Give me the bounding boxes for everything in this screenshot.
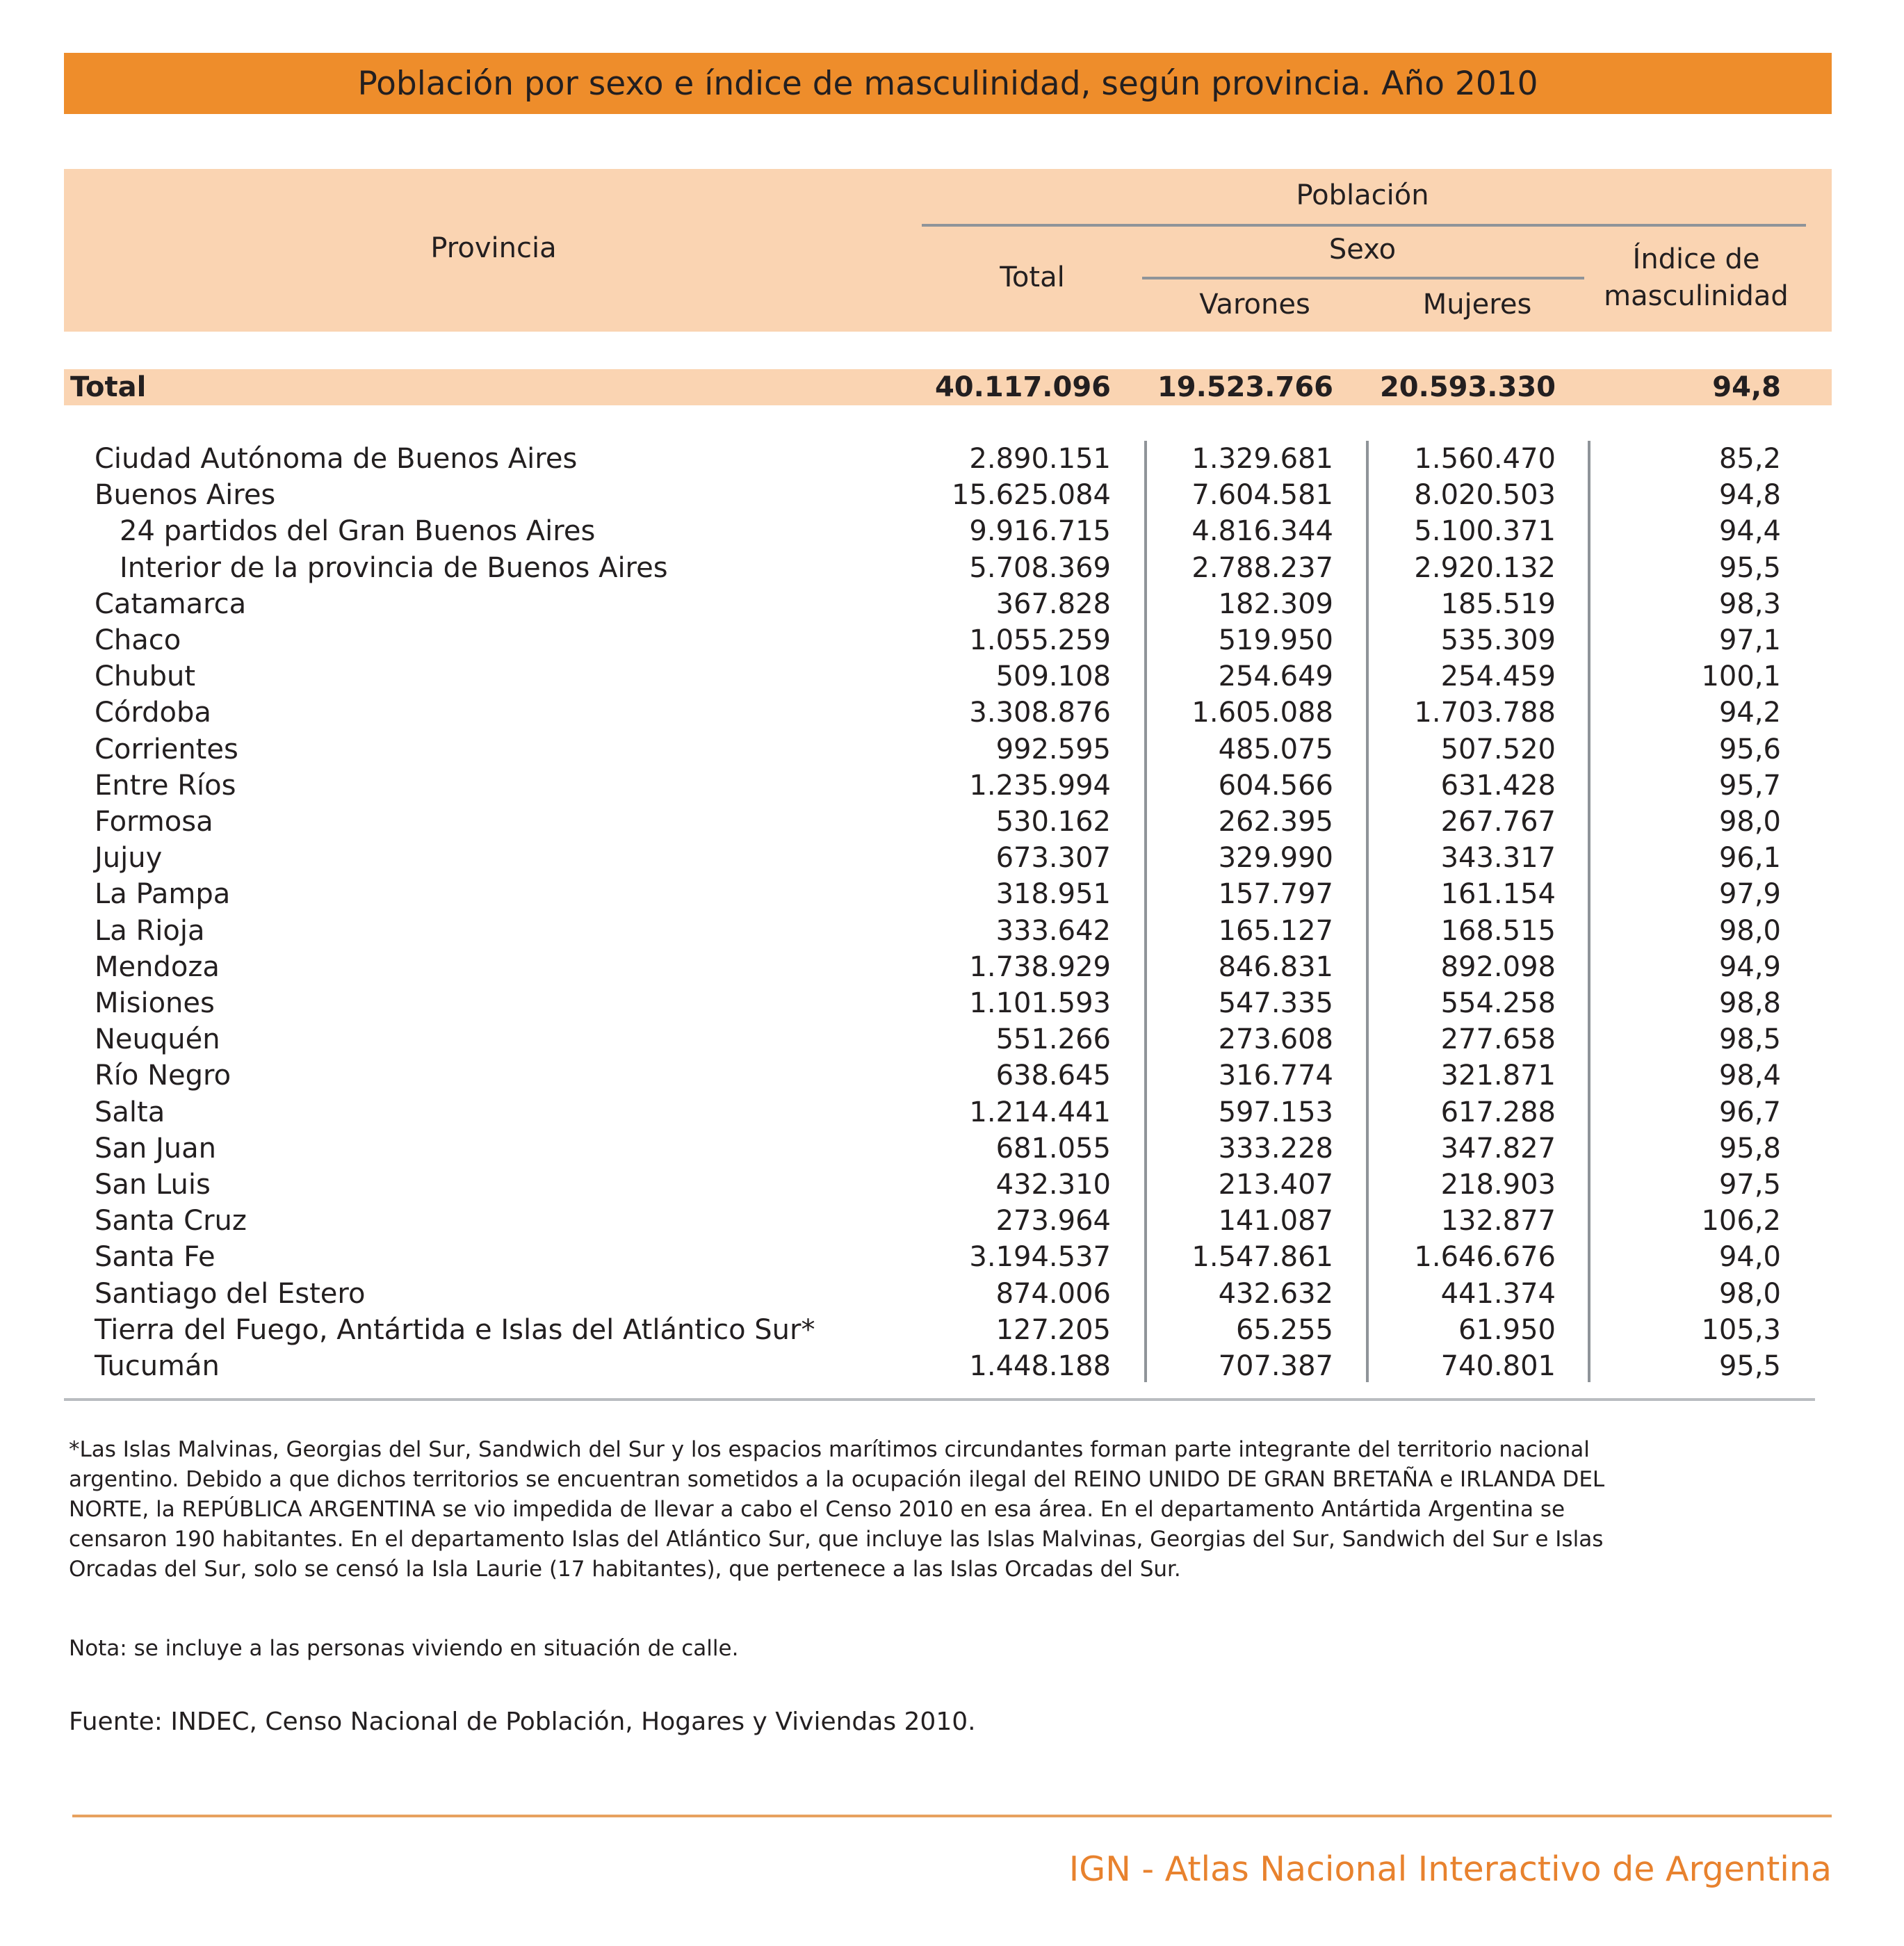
row-mujeres: 61.950: [1458, 1313, 1556, 1346]
table-title: Población por sexo e índice de masculinidad, según provincia. Año 2010: [357, 64, 1538, 103]
footnote-line: NORTE, la REPÚBLICA ARGENTINA se vio impedida de llevar a cabo el Censo 2010 en esa área. En el departamento Antártida Argentina se: [69, 1497, 1565, 1522]
row-mujeres: 168.515: [1440, 914, 1556, 947]
total-row-total: 40.117.096: [934, 371, 1111, 403]
row-total: 1.101.593: [969, 987, 1111, 1019]
row-mujeres: 254.459: [1440, 660, 1556, 693]
row-varones: 4.816.344: [1191, 515, 1333, 548]
row-province: Interior de la provincia de Buenos Aires: [120, 551, 668, 584]
row-varones: 485.075: [1218, 733, 1333, 765]
header-varones: Varones: [1199, 289, 1310, 321]
row-total: 1.738.929: [969, 950, 1111, 983]
row-mujeres: 507.520: [1440, 733, 1556, 765]
row-total: 551.266: [995, 1023, 1111, 1056]
row-province: La Rioja: [95, 914, 205, 947]
row-mujeres: 321.871: [1440, 1060, 1556, 1092]
row-varones: 432.632: [1218, 1277, 1333, 1310]
row-indice: 85,2: [1718, 443, 1781, 475]
row-indice: 97,9: [1718, 878, 1781, 911]
row-mujeres: 554.258: [1440, 987, 1556, 1019]
row-province: Salta: [95, 1096, 165, 1128]
header-mujeres: Mujeres: [1422, 289, 1532, 321]
footnote-line: argentino. Debido a que dichos territorios se encuentran sometidos a la ocupación ilegal del REINO UNIDO DE GRAN BRETAÑA e IRLANDA DEL: [69, 1467, 1605, 1492]
row-province: Jujuy: [95, 842, 163, 875]
column-divider-mujeres: [1588, 441, 1590, 1382]
row-total: 367.828: [995, 587, 1111, 620]
row-mujeres: 277.658: [1440, 1023, 1556, 1056]
column-divider-total: [1144, 441, 1147, 1382]
row-province: La Pampa: [95, 878, 231, 911]
row-total: 432.310: [995, 1169, 1111, 1201]
total-row-indice: 94,8: [1712, 371, 1781, 403]
row-total: 992.595: [995, 733, 1111, 765]
row-province: Mendoza: [95, 950, 220, 983]
row-mujeres: 617.288: [1440, 1096, 1556, 1128]
row-total: 127.205: [995, 1313, 1111, 1346]
header-rule-poblacion: [922, 224, 1806, 227]
row-varones: 333.228: [1218, 1132, 1333, 1165]
footnote-line: Orcadas del Sur, solo se censó la Isla Laurie (17 habitantes), que pertenece a las Islas Orcadas del Sur.: [69, 1557, 1181, 1582]
row-total: 318.951: [995, 878, 1111, 911]
header-indice-line2: masculinidad: [1604, 280, 1789, 312]
row-indice: 94,4: [1718, 515, 1781, 548]
row-province: Chubut: [95, 660, 196, 693]
row-varones: 273.608: [1218, 1023, 1333, 1056]
row-varones: 182.309: [1218, 587, 1333, 620]
row-total: 1.214.441: [969, 1096, 1111, 1128]
row-mujeres: 2.920.132: [1414, 551, 1556, 584]
row-total: 1.235.994: [969, 769, 1111, 802]
row-province: Corrientes: [95, 733, 238, 765]
header-sexo: Sexo: [1328, 234, 1397, 266]
nota: Nota: se incluye a las personas viviendo en situación de calle.: [69, 1636, 739, 1661]
row-varones: 597.153: [1218, 1096, 1333, 1128]
row-total: 638.645: [995, 1060, 1111, 1092]
row-varones: 165.127: [1218, 914, 1333, 947]
row-indice: 95,5: [1718, 1350, 1781, 1382]
header-rule-sexo: [1142, 277, 1584, 279]
row-province: Catamarca: [95, 587, 247, 620]
row-province: 24 partidos del Gran Buenos Aires: [120, 515, 596, 548]
row-mujeres: 535.309: [1440, 624, 1556, 656]
row-province: Misiones: [95, 987, 215, 1019]
row-indice: 97,1: [1718, 624, 1781, 656]
fuente: Fuente: INDEC, Censo Nacional de Población, Hogares y Viviendas 2010.: [69, 1708, 976, 1736]
row-province: Santa Cruz: [95, 1205, 247, 1238]
row-indice: 98,3: [1718, 587, 1781, 620]
total-row-mujeres: 20.593.330: [1379, 371, 1556, 403]
header-poblacion: Población: [1296, 179, 1429, 211]
row-total: 1.448.188: [969, 1350, 1111, 1382]
row-mujeres: 1.646.676: [1414, 1241, 1556, 1274]
row-province: Córdoba: [95, 697, 211, 729]
row-indice: 96,1: [1718, 842, 1781, 875]
row-province: San Luis: [95, 1169, 211, 1201]
row-varones: 141.087: [1218, 1205, 1333, 1238]
row-varones: 65.255: [1236, 1313, 1333, 1346]
row-indice: 94,2: [1718, 697, 1781, 729]
footnote: [69, 1435, 1807, 1584]
row-total: 333.642: [995, 914, 1111, 947]
row-province: Ciudad Autónoma de Buenos Aires: [95, 443, 578, 475]
header-provincia: Provincia: [430, 232, 557, 264]
row-mujeres: 347.827: [1440, 1132, 1556, 1165]
row-province: Formosa: [95, 806, 213, 838]
row-varones: 1.547.861: [1191, 1241, 1333, 1274]
row-province: Entre Ríos: [95, 769, 236, 802]
row-province: Tierra del Fuego, Antártida e Islas del Atlántico Sur*: [95, 1313, 815, 1346]
row-mujeres: 218.903: [1440, 1169, 1556, 1201]
row-province: San Juan: [95, 1132, 216, 1165]
row-varones: 7.604.581: [1191, 479, 1333, 512]
row-total: 681.055: [995, 1132, 1111, 1165]
row-varones: 213.407: [1218, 1169, 1333, 1201]
row-varones: 157.797: [1218, 878, 1333, 911]
header-total: Total: [1000, 261, 1065, 293]
row-varones: 329.990: [1218, 842, 1333, 875]
row-indice: 94,8: [1718, 479, 1781, 512]
row-mujeres: 267.767: [1440, 806, 1556, 838]
row-varones: 316.774: [1218, 1060, 1333, 1092]
header-indice-line1: Índice de: [1632, 243, 1760, 275]
row-mujeres: 892.098: [1440, 950, 1556, 983]
row-total: 3.194.537: [969, 1241, 1111, 1274]
row-indice: 98,0: [1718, 914, 1781, 947]
footnote-line: *Las Islas Malvinas, Georgias del Sur, Sandwich del Sur y los espacios marítimos circundantes forman parte integrante del territorio nacional: [69, 1437, 1590, 1462]
row-mujeres: 5.100.371: [1414, 515, 1556, 548]
row-total: 1.055.259: [969, 624, 1111, 656]
row-total: 530.162: [995, 806, 1111, 838]
row-varones: 604.566: [1218, 769, 1333, 802]
row-indice: 95,6: [1718, 733, 1781, 765]
row-varones: 1.605.088: [1191, 697, 1333, 729]
row-mujeres: 161.154: [1440, 878, 1556, 911]
row-varones: 846.831: [1218, 950, 1333, 983]
footer-rule: [72, 1815, 1832, 1817]
row-province: Río Negro: [95, 1060, 231, 1092]
row-varones: 262.395: [1218, 806, 1333, 838]
row-mujeres: 343.317: [1440, 842, 1556, 875]
row-varones: 519.950: [1218, 624, 1333, 656]
column-divider-varones: [1366, 441, 1369, 1382]
row-indice: 95,8: [1718, 1132, 1781, 1165]
row-total: 874.006: [995, 1277, 1111, 1310]
row-total: 9.916.715: [969, 515, 1111, 548]
row-indice: 98,0: [1718, 1277, 1781, 1310]
row-province: Buenos Aires: [95, 479, 276, 512]
row-mujeres: 185.519: [1440, 587, 1556, 620]
row-varones: 707.387: [1218, 1350, 1333, 1382]
row-indice: 98,8: [1718, 987, 1781, 1019]
table-title-bar: [64, 53, 1832, 114]
row-mujeres: 8.020.503: [1414, 479, 1556, 512]
row-indice: 98,4: [1718, 1060, 1781, 1092]
row-province: Tucumán: [95, 1350, 220, 1382]
row-indice: 94,0: [1718, 1241, 1781, 1274]
row-indice: 106,2: [1701, 1205, 1781, 1238]
row-indice: 97,5: [1718, 1169, 1781, 1201]
total-row-varones: 19.523.766: [1157, 371, 1333, 403]
row-total: 509.108: [995, 660, 1111, 693]
row-indice: 94,9: [1718, 950, 1781, 983]
footnote-line: censaron 190 habitantes. En el departamento Islas del Atlántico Sur, que incluye las Islas Malvinas, Georgias del Sur, Sandwich del Sur e Islas: [69, 1527, 1604, 1552]
row-indice: 105,3: [1701, 1313, 1781, 1346]
row-mujeres: 1.560.470: [1414, 443, 1556, 475]
row-province: Chaco: [95, 624, 181, 656]
table-bottom-rule: [64, 1398, 1815, 1401]
row-indice: 98,5: [1718, 1023, 1781, 1056]
row-indice: 96,7: [1718, 1096, 1781, 1128]
row-province: Santiago del Estero: [95, 1277, 366, 1310]
row-total: 5.708.369: [969, 551, 1111, 584]
row-varones: 2.788.237: [1191, 551, 1333, 584]
row-total: 15.625.084: [951, 479, 1111, 512]
row-mujeres: 740.801: [1440, 1350, 1556, 1382]
row-mujeres: 631.428: [1440, 769, 1556, 802]
total-row-label: Total: [70, 371, 147, 403]
row-total: 673.307: [995, 842, 1111, 875]
row-indice: 100,1: [1701, 660, 1781, 693]
footer-brand: IGN - Atlas Nacional Interactivo de Argentina: [1068, 1849, 1832, 1889]
row-indice: 95,7: [1718, 769, 1781, 802]
row-varones: 547.335: [1218, 987, 1333, 1019]
row-varones: 254.649: [1218, 660, 1333, 693]
row-province: Neuquén: [95, 1023, 220, 1056]
row-total: 2.890.151: [969, 443, 1111, 475]
row-total: 273.964: [995, 1205, 1111, 1238]
row-mujeres: 441.374: [1440, 1277, 1556, 1310]
row-varones: 1.329.681: [1191, 443, 1333, 475]
row-mujeres: 1.703.788: [1414, 697, 1556, 729]
row-province: Santa Fe: [95, 1241, 215, 1274]
row-total: 3.308.876: [969, 697, 1111, 729]
row-indice: 98,0: [1718, 806, 1781, 838]
row-indice: 95,5: [1718, 551, 1781, 584]
row-mujeres: 132.877: [1440, 1205, 1556, 1238]
